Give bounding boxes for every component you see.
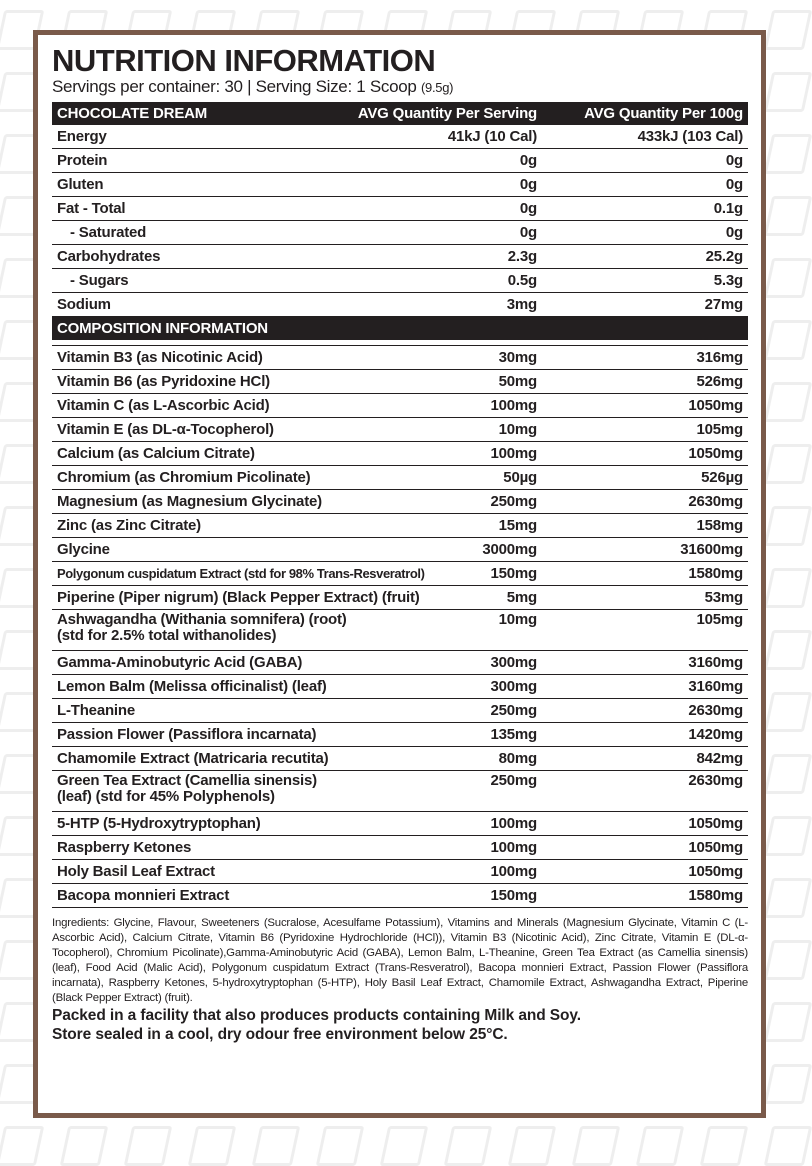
table-row: [52, 812, 748, 836]
cell-name: Piperine (Piper nigrum) (Black Pepper Extract) (fruit): [52, 586, 352, 610]
cell-serving: 30mg: [352, 346, 542, 370]
table-row: [52, 675, 748, 699]
table-row: [52, 293, 748, 317]
cell-per100: 2630mg: [542, 699, 748, 723]
cell-name: Sodium: [52, 293, 352, 317]
cell-name: Vitamin E (as DL-α-Tocopherol): [52, 418, 352, 442]
table-row: [52, 149, 748, 173]
cell-per100: 1050mg: [542, 442, 748, 466]
nutrition-header-row: [52, 102, 748, 125]
watermark-logo-icon: [764, 1002, 812, 1042]
cell-serving: 250mg: [352, 490, 542, 514]
watermark-logo-icon: [572, 1126, 621, 1166]
cell-serving: 100mg: [352, 394, 542, 418]
watermark-logo-icon: [764, 878, 812, 918]
watermark-logo-icon: [700, 1126, 749, 1166]
cell-name: Passion Flower (Passiflora incarnata): [52, 723, 352, 747]
cell-serving: 300mg: [352, 651, 542, 675]
serving-line: Servings per container: 30 | Serving Size: 1 Scoop: [52, 77, 417, 96]
cell-serving: 5mg: [352, 586, 542, 610]
watermark-logo-icon: [380, 1126, 429, 1166]
watermark-logo-icon: [636, 1126, 685, 1166]
watermark-logo-icon: [764, 1126, 812, 1166]
watermark-logo-icon: [764, 692, 812, 732]
watermark-logo-icon: [764, 320, 812, 360]
cell-serving: 100mg: [352, 442, 542, 466]
nutrition-rows: [52, 125, 748, 317]
table-row: [52, 221, 748, 245]
cell-name: Gamma-Aminobutyric Acid (GABA): [52, 651, 352, 675]
watermark-logo-icon: [764, 568, 812, 608]
cell-per100: 158mg: [542, 514, 748, 538]
table-row: [52, 771, 748, 812]
cell-name: Protein: [52, 149, 352, 173]
table-row: [52, 723, 748, 747]
table-row: [52, 860, 748, 884]
cell-name: Bacopa monnieri Extract: [52, 884, 352, 908]
cell-serving: 100mg: [352, 860, 542, 884]
watermark-logo-icon: [124, 1126, 173, 1166]
flavour-header: CHOCOLATE DREAM: [52, 102, 352, 125]
nutrition-panel: [33, 30, 766, 1118]
cell-serving: 0g: [352, 221, 542, 245]
cell-name: Chamomile Extract (Matricaria recutita): [52, 747, 352, 771]
cell-name: Chromium (as Chromium Picolinate): [52, 466, 352, 490]
cell-serving: 0.5g: [352, 269, 542, 293]
cell-per100: 0g: [542, 221, 748, 245]
watermark-logo-icon: [764, 754, 812, 794]
cell-name: - Sugars: [52, 269, 352, 293]
serving-weight: (9.5g): [421, 80, 454, 95]
cell-serving: 50mg: [352, 370, 542, 394]
watermark-logo-icon: [252, 1126, 301, 1166]
cell-name: Polygonum cuspidatum Extract (std for 98% Trans-Resveratrol): [52, 562, 352, 586]
table-row: [52, 418, 748, 442]
cell-serving: 150mg: [352, 562, 542, 586]
watermark-logo-icon: [764, 1064, 812, 1104]
table-row: [52, 538, 748, 562]
cell-per100: 1580mg: [542, 562, 748, 586]
cell-serving: 135mg: [352, 723, 542, 747]
table-row: [52, 884, 748, 908]
cell-per100: 842mg: [542, 747, 748, 771]
cell-per100: 526mg: [542, 370, 748, 394]
cell-name: Zinc (as Zinc Citrate): [52, 514, 352, 538]
cell-serving: 3000mg: [352, 538, 542, 562]
storage-instructions: Store sealed in a cool, dry odour free environment below 25°C.: [52, 1026, 508, 1043]
nutrition-panel-content: [52, 45, 748, 1044]
allergen-warning: Packed in a facility that also produces products containing Milk and Soy.: [52, 1007, 581, 1024]
cell-serving: 250mg: [352, 771, 542, 812]
cell-name: Vitamin B3 (as Nicotinic Acid): [52, 346, 352, 370]
table-row: [52, 245, 748, 269]
cell-per100: 105mg: [542, 418, 748, 442]
table-row: [52, 586, 748, 610]
watermark-logo-icon: [444, 1126, 493, 1166]
cell-per100: 53mg: [542, 586, 748, 610]
watermark-logo-icon: [764, 72, 812, 112]
cell-name: Vitamin C (as L-Ascorbic Acid): [52, 394, 352, 418]
cell-serving: 15mg: [352, 514, 542, 538]
cell-per100: 1050mg: [542, 860, 748, 884]
cell-name: Ashwagandha (Withania somnifera) (root) (std for 2.5% total withanolides): [52, 610, 352, 651]
table-row: [52, 370, 748, 394]
cell-per100: 2630mg: [542, 771, 748, 812]
cell-name: 5-HTP (5-Hydroxytryptophan): [52, 812, 352, 836]
watermark-logo-icon: [764, 630, 812, 670]
cell-serving: 41kJ (10 Cal): [352, 125, 542, 149]
cell-per100: 25.2g: [542, 245, 748, 269]
cell-serving: 10mg: [352, 610, 542, 651]
watermark-logo-icon: [764, 196, 812, 236]
cell-per100: 3160mg: [542, 675, 748, 699]
table-row: [52, 562, 748, 586]
cell-per100: 1420mg: [542, 723, 748, 747]
watermark-logo-icon: [764, 382, 812, 422]
cell-serving: 0g: [352, 197, 542, 221]
cell-per100: 1050mg: [542, 812, 748, 836]
cell-name: Fat - Total: [52, 197, 352, 221]
cell-name: Energy: [52, 125, 352, 149]
cell-serving: 10mg: [352, 418, 542, 442]
cell-name: Carbohydrates: [52, 245, 352, 269]
cell-per100: 1580mg: [542, 884, 748, 908]
cell-serving: 100mg: [352, 812, 542, 836]
cell-per100: 1050mg: [542, 836, 748, 860]
cell-serving: 0g: [352, 149, 542, 173]
cell-serving: 250mg: [352, 699, 542, 723]
cell-serving: 300mg: [352, 675, 542, 699]
composition-rows: [52, 346, 748, 908]
watermark-logo-icon: [316, 1126, 365, 1166]
cell-name: Glycine: [52, 538, 352, 562]
table-row: [52, 125, 748, 149]
table-row: [52, 466, 748, 490]
cell-per100: 0.1g: [542, 197, 748, 221]
cell-per100: 433kJ (103 Cal): [542, 125, 748, 149]
table-row: [52, 346, 748, 370]
cell-per100: 526µg: [542, 466, 748, 490]
ingredients-text: Ingredients: Glycine, Flavour, Sweeteners (Sucralose, Acesulfame Potassium), Vitamins and Minerals (Magnesium Glycinate, Vitamin C (L-Ascorbic Acid), Calcium Citrate, Vitamin B6 (Pyridoxine Hydrochloride (HCl)), Vitamin B3 (Nicotinic Acid), Zinc Citrate, Vitamin E (DL-α-Tocopherol), Chromium Picolinate),Gamma-Aminobutyric Acid (GABA), Lemon Balm, L-Theanine, Green Tea Extract (as Camellia sinensis) (leaf), Food Acid (Malic Acid), Polygonum cuspidatum Extract (Trans-Resveratrol), Bacopa monnieri Extract, Passion Flower (Passiflora incarnata), Raspberry Ketones, 5-hydroxytryptophan (5-HTP), Holy Basil Leaf Extract, Chamomile Extract, Ashwagandha Extract, Piperine (Black Pepper Extract) (fruit).: [52, 917, 748, 1004]
table-row: [52, 394, 748, 418]
cell-serving: 50µg: [352, 466, 542, 490]
cell-serving: 80mg: [352, 747, 542, 771]
watermark-logo-icon: [764, 816, 812, 856]
cell-name: Lemon Balm (Melissa officinalist) (leaf): [52, 675, 352, 699]
cell-per100: 3160mg: [542, 651, 748, 675]
watermark-logo-icon: [188, 1126, 237, 1166]
cell-name: L-Theanine: [52, 699, 352, 723]
table-row: [52, 651, 748, 675]
table-row: [52, 610, 748, 651]
table-row: [52, 269, 748, 293]
cell-serving: 0g: [352, 173, 542, 197]
per-serving-header: AVG Quantity Per Serving: [352, 102, 542, 125]
watermark-logo-icon: [764, 506, 812, 546]
cell-name: Magnesium (as Magnesium Glycinate): [52, 490, 352, 514]
watermark-logo-icon: [764, 10, 812, 50]
cell-name: Raspberry Ketones: [52, 836, 352, 860]
table-row: [52, 197, 748, 221]
watermark-logo-icon: [764, 940, 812, 980]
table-row: [52, 173, 748, 197]
watermark-logo-icon: [60, 1126, 109, 1166]
cell-name: Green Tea Extract (Camellia sinensis) (leaf) (std for 45% Polyphenols): [52, 771, 352, 812]
watermark-logo-icon: [764, 134, 812, 174]
cell-serving: 3mg: [352, 293, 542, 317]
table-row: [52, 747, 748, 771]
cell-serving: 2.3g: [352, 245, 542, 269]
page-title: NUTRITION INFORMATION: [52, 43, 436, 78]
cell-per100: 0g: [542, 149, 748, 173]
cell-serving: 150mg: [352, 884, 542, 908]
cell-serving: 100mg: [352, 836, 542, 860]
composition-header-row: [52, 317, 748, 341]
cell-name: Calcium (as Calcium Citrate): [52, 442, 352, 466]
per-100g-header: AVG Quantity Per 100g: [542, 102, 748, 125]
cell-per100: 31600mg: [542, 538, 748, 562]
watermark-logo-icon: [508, 1126, 557, 1166]
cell-name: Holy Basil Leaf Extract: [52, 860, 352, 884]
table-row: [52, 699, 748, 723]
cell-per100: 2630mg: [542, 490, 748, 514]
cell-name: Gluten: [52, 173, 352, 197]
nutrition-table: [52, 102, 748, 908]
table-row: [52, 490, 748, 514]
composition-header: COMPOSITION INFORMATION: [52, 317, 748, 341]
cell-per100: 105mg: [542, 610, 748, 651]
table-row: [52, 442, 748, 466]
watermark-logo-icon: [0, 1126, 44, 1166]
cell-per100: 316mg: [542, 346, 748, 370]
watermark-logo-icon: [764, 444, 812, 484]
cell-name: - Saturated: [52, 221, 352, 245]
cell-per100: 0g: [542, 173, 748, 197]
cell-per100: 1050mg: [542, 394, 748, 418]
cell-per100: 5.3g: [542, 269, 748, 293]
serving-info: [52, 77, 748, 98]
table-row: [52, 836, 748, 860]
cell-name: Vitamin B6 (as Pyridoxine HCl): [52, 370, 352, 394]
table-row: [52, 514, 748, 538]
watermark-logo-icon: [764, 258, 812, 298]
cell-per100: 27mg: [542, 293, 748, 317]
